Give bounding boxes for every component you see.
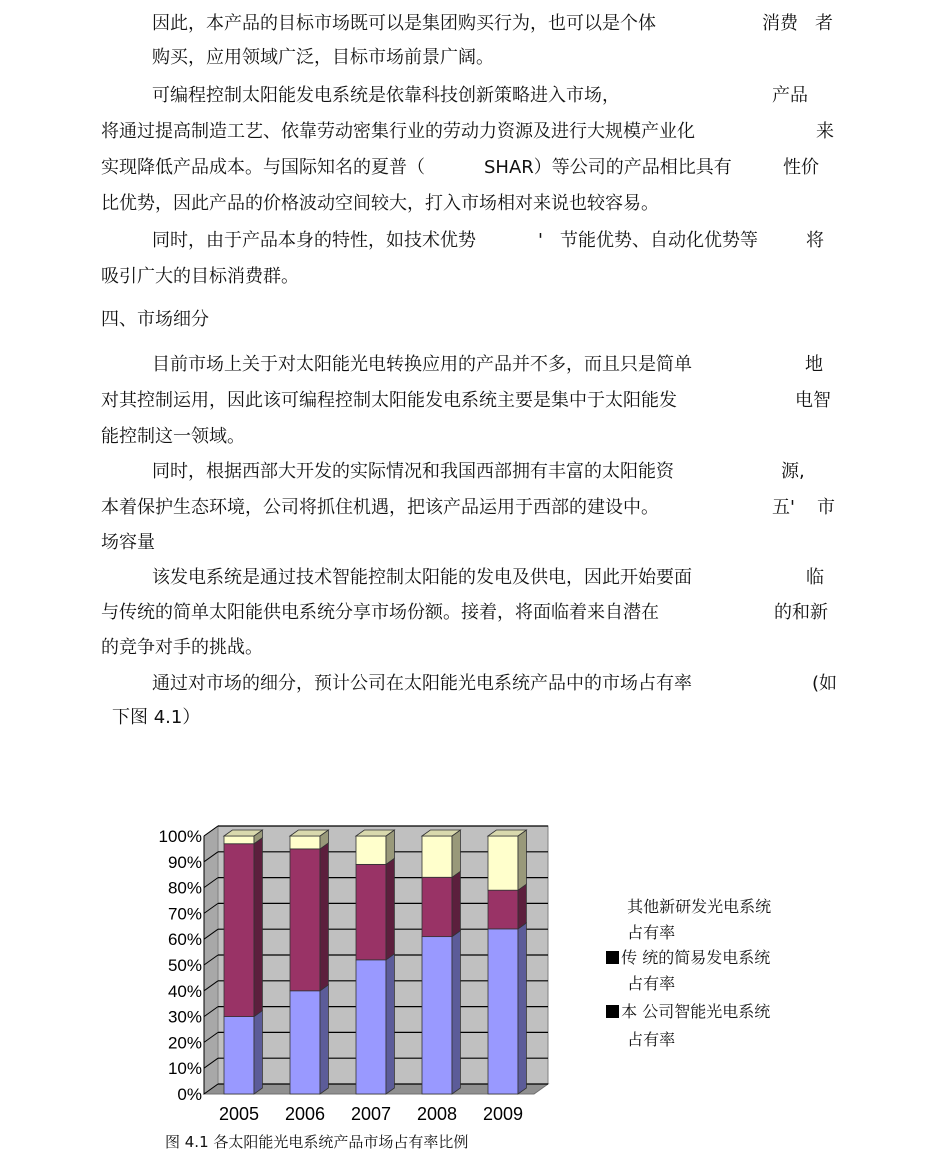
p7-line1-tail: (如 [812,673,838,694]
p3-line1-tail: 将 [806,230,824,251]
bar-segment-side [518,884,526,929]
bar-segment [290,849,320,991]
p6-line2: 与传统的简单太阳能供电系统分享市场份额。接着，将面临着来自潜在 [101,602,659,623]
p6-line3: 的竞争对手的挑战。 [101,637,263,658]
bar-segment-side [386,858,394,959]
p2-line1: 可编程控制太阳能发电系统是依靠科技创新策略进入市场， [152,85,620,106]
bar-segment [488,836,518,890]
p5-line1-tail: 源, [781,461,805,482]
p2-line3-tail: 性价 [783,157,819,178]
p6-line1: 该发电系统是通过技术智能控制太阳能的发电及供电，因此开始要面 [152,567,692,588]
bar-segment [422,877,452,936]
bar-segment-side [452,830,460,877]
p1-line1-tail-b: 者 [815,13,833,34]
p4-line3: 能控制这一领域。 [101,426,245,447]
bar-segment-side [386,954,394,1094]
p6-line2-tail: 的和新 [774,602,828,623]
p1-line1: 因此，本产品的目标市场既可以是集团购买行为，也可以是个体 [152,13,656,34]
bar-segment-side [320,985,328,1094]
bar-segment-side [452,871,460,936]
p6-line1-tail: 临 [806,567,824,588]
y-tick-label: 10% [167,1059,202,1079]
p7-line1: 通过对市场的细分，预计公司在太阳能光电系统产品中的市场占有率 [152,673,692,694]
bar-segment-side [518,923,526,1094]
x-tick-label: 2006 [284,1104,326,1124]
p2-line1-tail: 产品 [772,85,808,106]
bar-segment [224,836,254,844]
p2-line3-a: 实现降低产品成本。与国际知名的夏普（ [101,157,425,178]
p3-line1-quote: ' [538,230,543,251]
legend-label-company-line2: 占有率 [627,1030,676,1049]
legend-label-other-line1: 其他新研发光电系统 [627,897,772,916]
p3-line1-b: 节能优势、自动化优势等 [560,230,758,251]
p2-line2-tail: 来 [816,121,834,142]
p4-line1: 目前市场上关于对太阳能光电转换应用的产品并不多，而且只是简单 [152,354,692,375]
bar-segment [488,890,518,929]
legend-label-traditional-line2: 占有率 [627,974,676,993]
legend-label-traditional-line1: 传 统的简易发电系统 [621,948,771,967]
p2-line3-b: SHAR）等公司的产品相比具有 [484,157,732,178]
bar-segment-side [320,843,328,991]
x-tick-label: 2007 [350,1104,392,1124]
legend-label-company-line1: 本 公司智能光电系统 [621,1002,771,1021]
y-tick-label: 100% [158,827,202,846]
y-tick-label: 90% [167,852,202,872]
p7-line2: 下图 4.1） [112,707,201,728]
p4-line2: 对其控制运用，因此该可编程控制太阳能发电系统主要是集中于太阳能发 [101,390,677,411]
legend-item-company-smart-systems-line2 [617,1001,675,1053]
p5-line3: 场容量 [101,532,155,553]
x-tick-label: 2005 [218,1104,260,1124]
bar-segment [356,864,386,959]
bar-segment [356,960,386,1094]
p5-line2: 本着保护生态环境，公司将抓住机遇，把该产品运用于西部的建设中。 [101,497,659,518]
p2-line2: 将通过提高制造工艺、依靠劳动密集行业的劳动力资源及进行大规模产业化 [101,121,695,142]
p1-line1-tail-a: 消费 [762,13,798,34]
p2-line4: 比优势，因此产品的价格波动空间较大，打入市场相对来说也较容易。 [101,193,659,214]
section-heading-market-segmentation: 四、市场细分 [101,309,209,330]
p3-line2: 吸引广大的目标消费群。 [101,266,299,287]
x-tick-label: 2009 [482,1104,524,1124]
p1-line2: 购买，应用领域广泛，目标市场前景广阔。 [152,47,494,68]
p5-line1: 同时，根据西部大开发的实际情况和我国西部拥有丰富的太阳能资 [152,461,674,482]
y-tick-label: 70% [167,904,202,924]
y-tick-label: 60% [167,930,202,950]
y-tick-label: 20% [167,1033,202,1053]
bar-segment [422,937,452,1094]
p5-line2-tail: 市 [817,497,835,518]
bar-segment-side [254,1011,262,1094]
y-tick-label: 40% [167,981,202,1001]
legend-label-other-line2: 占有率 [627,923,676,942]
bar-segment [224,844,254,1017]
bar-segment [488,929,518,1094]
y-tick-label: 30% [167,1007,202,1027]
p3-line1-a: 同时，由于产品本身的特性，如技术优势 [152,230,476,251]
p4-line1-tail: 地 [805,354,823,375]
bar-segment [356,836,386,864]
y-tick-label: 0% [177,1085,202,1104]
bar-segment [422,836,452,877]
bar-segment [290,836,320,849]
y-tick-label: 80% [167,878,202,898]
market-share-stacked-bar-chart [150,812,560,1130]
bar-segment-side [254,838,262,1017]
p5-line2-section-number: 五' [772,497,795,518]
bar-segment-side [452,931,460,1094]
bar-segment-side [518,830,526,890]
bar-segment [290,991,320,1094]
bar-segment [224,1017,254,1094]
figure-caption: 图 4.1 各太阳能光电系统产品市场占有率比例 [165,1133,469,1151]
p4-line2-tail: 电智 [795,390,831,411]
x-tick-label: 2008 [416,1104,458,1124]
y-tick-label: 50% [167,956,202,975]
